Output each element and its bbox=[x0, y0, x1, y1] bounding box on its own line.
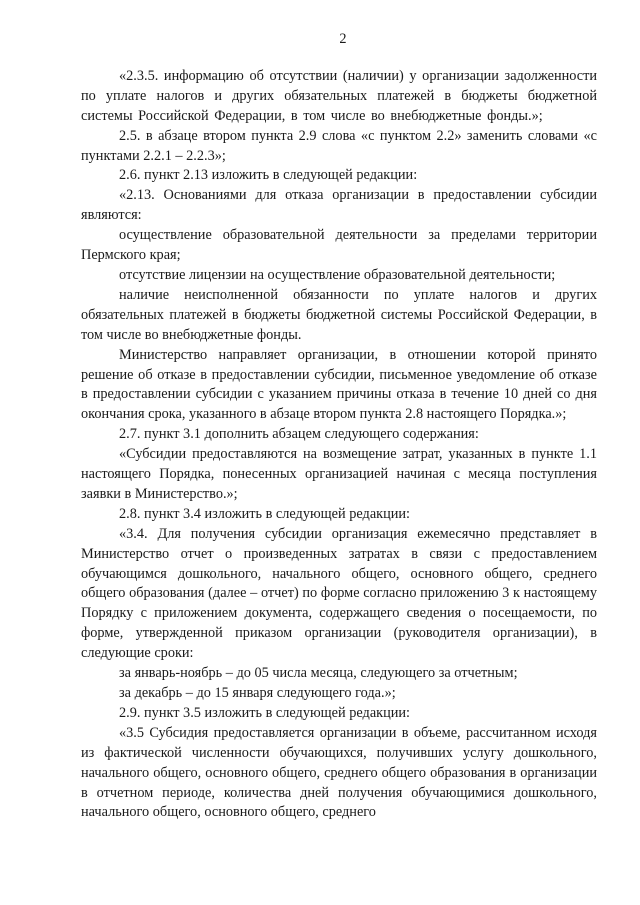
paragraph-3-4: «3.4. Для получения субсидии организация ежемесячно представляет в Министерство отчет о произведенных затратах в связи с предоставлением обучающимся дошкольного, начального общего, основного общего, среднего общего образования (далее – отчет) по форме согласно приложению 3 к настоящему Порядку с приложением документа, содержащего сведения о посещаемости, по форме, утвержденной приказом организации (руководителя организации), в следующие сроки: bbox=[81, 525, 597, 662]
paragraph-2-3-5: «2.3.5. информацию об отсутствии (наличии) у организации задолженности по уплате налогов и других обязательных платежей в бюджеты бюджетной системы Российской Федерации, в том числе во внебюджетные фонды.»; bbox=[81, 67, 597, 124]
paragraph-2-13-item-1: осуществление образовательной деятельности за пределами территории Пермского края; bbox=[81, 227, 597, 264]
paragraph-ministry-notice: Министерство направляет организации, в отношении которой принято решение об отказе в предоставлении субсидии, письменное уведомление об отказе в предоставлении субсидии с указанием причины отказа в течение 10 дней со дня окончания срока, указанного в абзаце втором пункта 2.8 настоящего Порядка.»; bbox=[81, 346, 597, 423]
page-number: 2 bbox=[339, 31, 347, 47]
paragraph-2-13-intro: «2.13. Основаниями для отказа организации в предоставлении субсидии являются: bbox=[81, 187, 597, 224]
paragraph-2-6: 2.6. пункт 2.13 изложить в следующей редакции: bbox=[119, 167, 418, 184]
paragraph-3-1-addition: «Субсидии предоставляются на возмещение затрат, указанных в пункте 1.1 настоящего Порядка, понесенных организацией начиная с месяца поступления заявки в Министерство.»; bbox=[81, 446, 597, 502]
paragraph-2-5: 2.5. в абзаце втором пункта 2.9 слова «с пунктом 2.2» заменить словами «с пунктами 2.2.1 – 2.2.3»; bbox=[81, 127, 597, 164]
paragraph-2-9: 2.9. пункт 3.5 изложить в следующей редакции: bbox=[119, 704, 411, 721]
paragraph-2-8: 2.8. пункт 3.4 изложить в следующей редакции: bbox=[119, 505, 411, 522]
paragraph-deadline-dec: за декабрь – до 15 января следующего года.»; bbox=[119, 685, 396, 701]
paragraph-2-13-item-2: отсутствие лицензии на осуществление образовательной деятельности; bbox=[119, 266, 556, 283]
paragraph-2-13-item-3: наличие неисполненной обязанности по уплате налогов и других обязательных платежей в бюджеты бюджетной системы Российской Федерации, в том числе во внебюджетные фонды. bbox=[81, 286, 597, 343]
paragraph-2-7: 2.7. пункт 3.1 дополнить абзацем следующего содержания: bbox=[119, 426, 479, 443]
paragraph-3-5: «3.5 Субсидия предоставляется организации в объеме, рассчитанном исходя из фактической численности обучающихся, получивших услугу дошкольного, начального общего, основного общего, среднего общего образования в организации в отчетном периоде, количества дней получения обучающимися дошкольного, начального общего, основного общего, среднего bbox=[81, 724, 597, 821]
paragraph-deadline-jan-nov: за январь-ноябрь – до 05 числа месяца, следующего за отчетным; bbox=[119, 665, 518, 682]
